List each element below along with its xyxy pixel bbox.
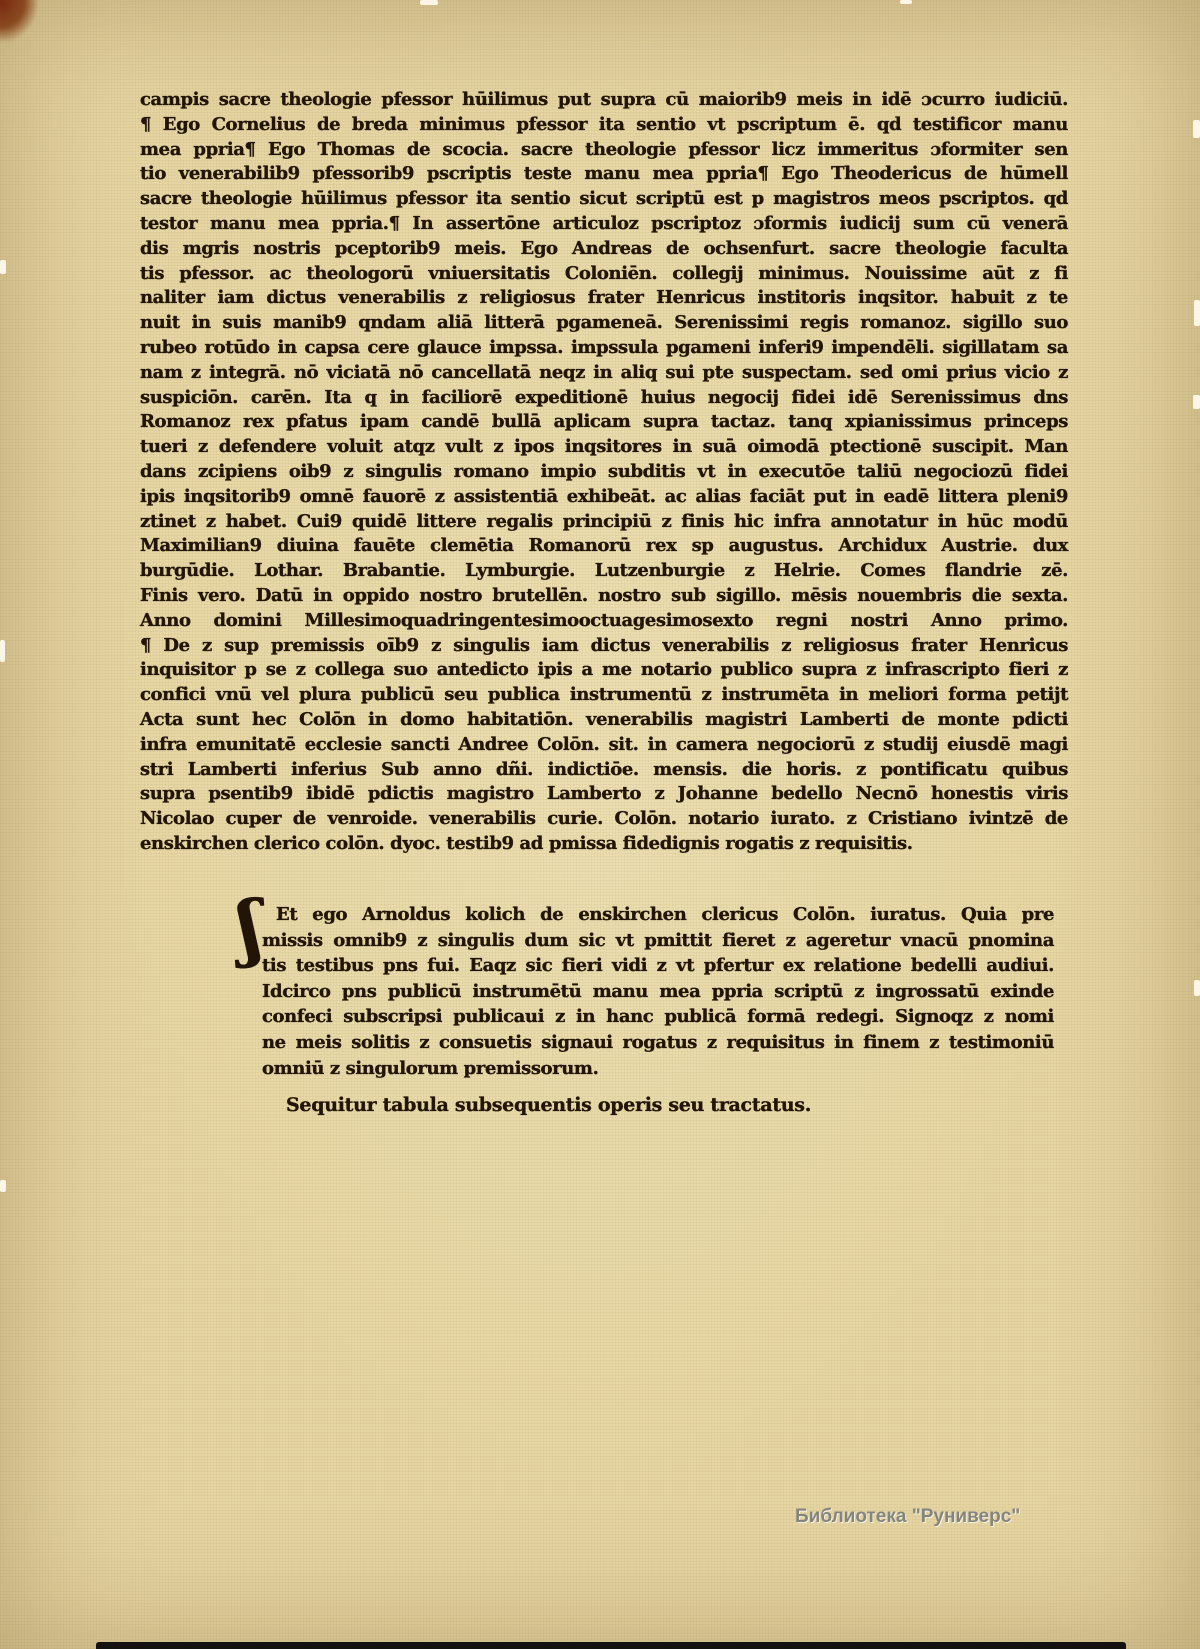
text-line: nam z integrā. nō viciatā nō cancellatā neqz in aliq sui pte suspectam. sed omi prius vicio z [140,361,1068,383]
notary-paragraph [262,902,1054,1081]
text-line: dis mgris nostris pceptorib9 meis. Ego Andreas de ochsenfurt. sacre theologie faculta [140,237,1068,259]
edge-speck [1194,300,1200,326]
text-line: inquisitor p se z collega suo antedicto ipis a me notario publico supra z infrascripto fieri z [140,659,1068,681]
text-line: Nicolao cuper de venroide. venerabilis curie. Colōn. notario iurato. z Cristiano ivintzē de [140,808,1068,830]
text-line: tis pfessor. ac theologorū vniuersitatis Coloniēn. collegij minimus. Nouissime aūt z fi [140,262,1068,284]
text-line: ¶ Ego Cornelius de breda minimus pfessor ita sentio vt pscriptum ē. qd testificor manu [140,113,1068,135]
text-line: mea ppria¶ Ego Thomas de scocia. sacre theologie pfessor licz immeritus ɔformiter sen [140,138,1068,160]
edge-speck [900,0,912,4]
text-line: dans zcipiens oib9 z singulis romano impio subditis vt in executōe taliū negociozū fidei [140,460,1068,482]
corner-stain-decoration [0,0,38,42]
text-line: confici vnū vel plura publicū seu publica instrumentū z instrumēta in meliori forma petijt [140,684,1068,706]
text-line: tueri z defendere voluit atqz vult z ipos inqsitores in suā oimodā ptectionē suscipit. Man [140,436,1068,458]
edge-speck [420,0,438,5]
scan-edge-strip [96,1642,1126,1649]
text-line: tio venerabilib9 pfessorib9 pscriptis teste manu mea ppria¶ Ego Theodericus de hūmell [140,163,1068,185]
text-line: supra psentib9 ibidē pdictis magistro Lamberto z Johanne bedello Necnō honestis viris [140,783,1068,805]
text-line: Idcirco pns publicū instrumētū manu mea ppria scriptū z ingrossatū exinde [262,980,1054,1002]
text-line: campis sacre theologie pfessor hūilimus put supra cū maiorib9 meis in idē ɔcurro iudiciū. [140,89,1068,110]
text-line: Romanoz rex pfatus ipam candē bullā aplicam supra tactaz. tanq xpianissimus princeps [140,411,1068,433]
text-line: confeci subscripsi publicaui z in hanc publicā formā redegi. Signoqz z nomi [262,1006,1054,1028]
edge-speck [0,260,6,274]
edge-speck [1193,395,1200,409]
text-line: omniū z singulorum premissorum. [262,1057,599,1079]
text-line: stri Lamberti inferius Sub anno dñi. indictiōe. mensis. die horis. z pontificatu quibus [140,758,1068,780]
text-line: suspiciōn. carēn. Ita q in faciliorē expeditionē huius negocij fidei idē Serenissimus dns [140,386,1068,408]
text-line: sacre theologie hūilimus pfessor ita sentio sicut scriptū est p magistros meos pscriptos. qd [140,188,1068,210]
text-line: Et ego Arnoldus kolich de enskirchen clericus Colōn. iuratus. Quia pre [276,904,1054,925]
text-line: rubeo rotūdo in capsa cere glauce impssa. impssula pgameni inferi9 impendēli. sigillatam sa [140,336,1068,358]
text-line: missis omnib9 z singulis dum sic vt pmittit fieret z ageretur vnacū pnomina [262,929,1054,951]
main-text-block [140,88,1068,857]
edge-speck [0,1180,6,1192]
text-line: ne meis solitis z consuetis signaui rogatus z requisitus in finem z testimoniū [262,1031,1054,1053]
text-line: infra emunitatē ecclesie sancti Andree Colōn. sit. in camera negociorū z studij eiusdē magi [140,733,1068,755]
text-line: tis testibus pns fui. Eaqz sic fieri vidi z vt pfertur ex relatione bedelli audiui. [262,955,1054,977]
text-line: ¶ De z sup premissis oīb9 z singulis iam dictus venerabilis z religiosus frater Henricus [140,634,1068,656]
text-line: nuit in suis manib9 qndam aliā litterā pgameneā. Serenissimi regis romanoz. sigillo suo [140,312,1068,334]
text-line: testor manu mea ppria.¶ In assertōne articuloz pscriptoz ɔformis iudicij sum cū venerā [140,212,1068,234]
text-line: ztinet z habet. Cui9 quidē littere regalis principiū z finis hic infra annotatur in hūc modū [140,510,1068,532]
edge-speck [0,640,5,662]
text-line: Maximilian9 diuina fauēte clemētia Romanorū rex sp augustus. Archidux Austrie. dux [140,535,1068,557]
text-line: Finis vero. Datū in oppido nostro brutellēn. nostro sub sigillo. mēsis nouembris die sexta. [140,584,1068,606]
text-line: naliter iam dictus venerabilis z religiosus frater Henricus institoris inqsitor. habuit z te [140,287,1068,309]
text-line: Anno domini Millesimoquadringentesimooctuagesimosexto regni nostri Anno primo. [140,609,1068,631]
text-line: ipis inqsitorib9 omnē fauorē z assistentiā exhibeāt. ac alias faciāt put in eadē littera pleni9 [140,485,1068,507]
text-line: enskirchen clerico colōn. dyoc. testib9 ad pmissa fidedignis rogatis z requisitis. [140,832,913,854]
text-line: Acta sunt hec Colōn in domo habitatiōn. venerabilis magistri Lamberti de monte pdicti [140,708,1068,730]
text-line: burgūdie. Lothar. Brabantie. Lymburgie. Lutzenburgie z Helrie. Comes flandrie zē. [140,560,1068,582]
library-watermark: Библиотека "Руниверс" [795,1506,1021,1527]
edge-speck [1193,120,1200,138]
edge-speck [1194,980,1200,996]
colophon-line: Sequitur tabula subsequentis operis seu tractatus. [286,1094,812,1116]
notary-initial-mark: ʃ [235,883,265,970]
